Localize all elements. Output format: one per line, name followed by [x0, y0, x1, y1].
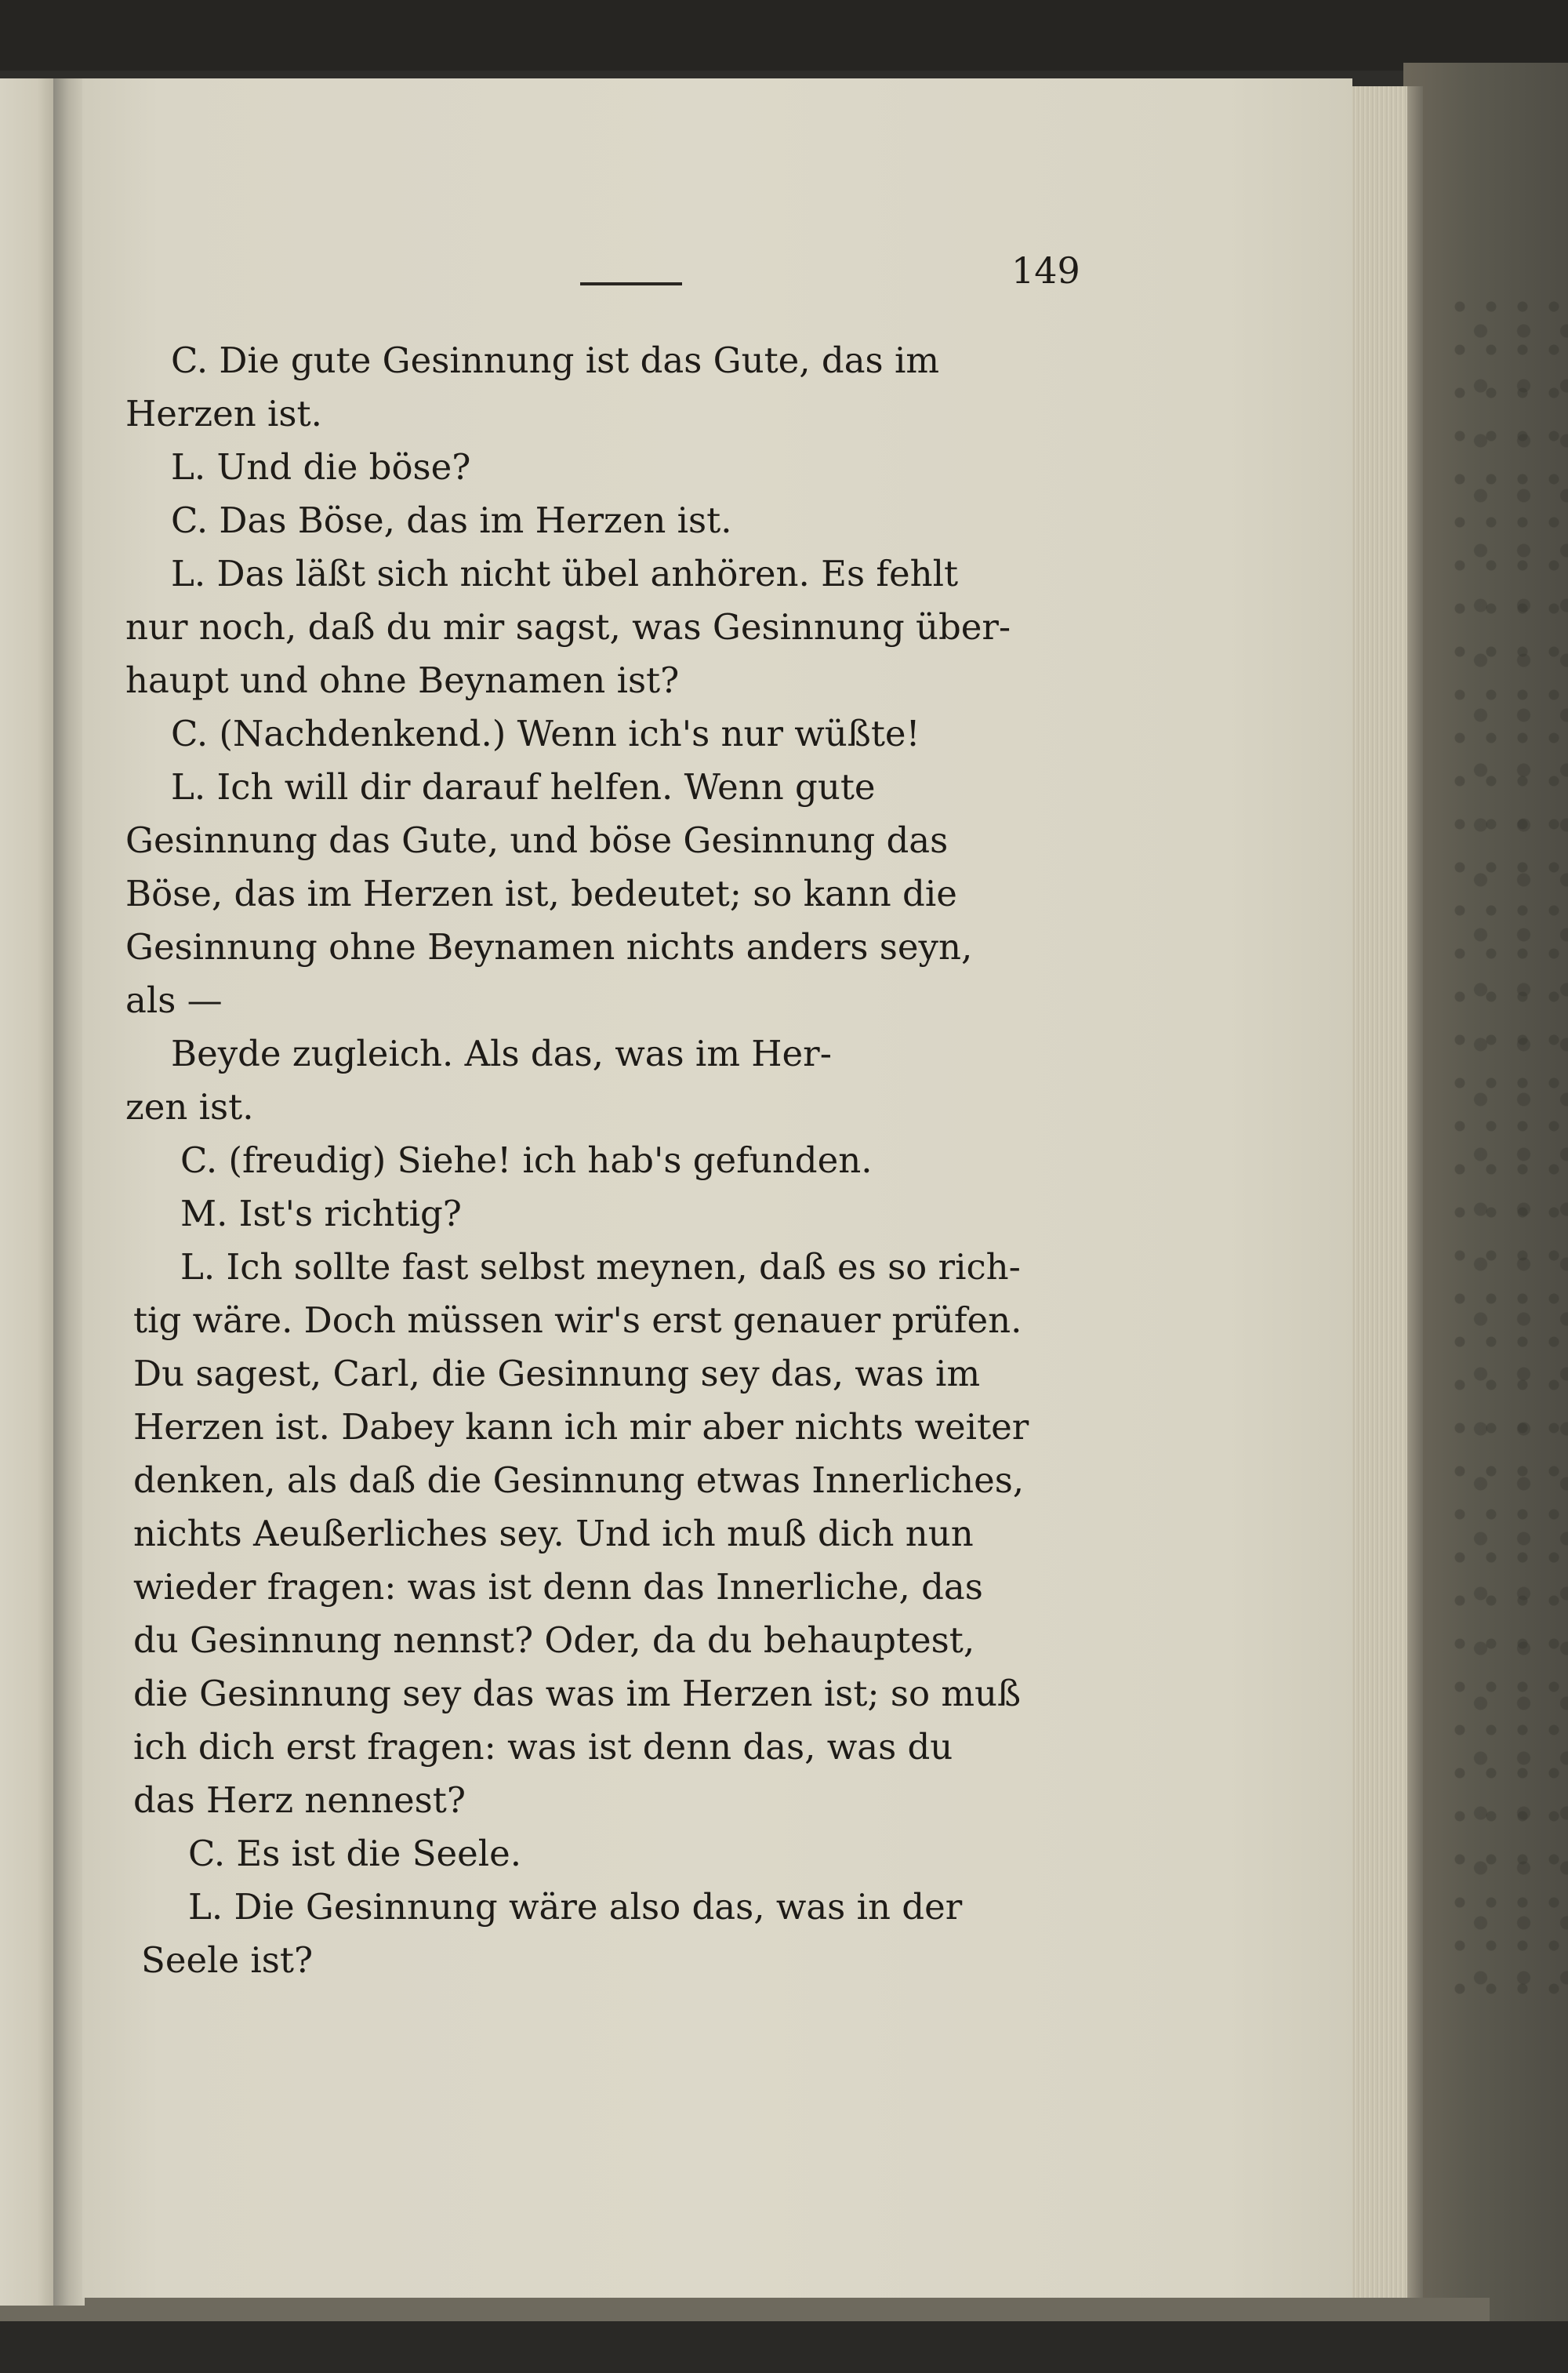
text-line: zen ist.: [125, 1086, 254, 1128]
text-line: Herzen ist. Dabey kann ich mir aber nichts weiter: [133, 1406, 1029, 1448]
text-line: tig wäre. Doch müssen wir's erst genauer prüfen.: [133, 1299, 1022, 1341]
text-line: nur noch, daß du mir sagst, was Gesinnung über-: [125, 606, 1011, 648]
text-line: ich dich erst fragen: was ist denn das, was du: [133, 1726, 953, 1768]
text-line: M. Ist's richtig?: [180, 1193, 462, 1234]
text-line: das Herz nennest?: [133, 1779, 466, 1821]
text-line: wieder fragen: was ist denn das Innerliche, das: [133, 1566, 983, 1608]
background-top: [0, 0, 1568, 71]
text-line: Gesinnung ohne Beynamen nichts anders seyn,: [125, 926, 973, 968]
page-edges-shadow: [1407, 86, 1423, 2298]
text-line: Gesinnung das Gute, und böse Gesinnung das: [125, 819, 949, 861]
text-line: Seele ist?: [141, 1939, 314, 1981]
text-line: C. Das Böse, das im Herzen ist.: [171, 500, 732, 541]
text-line: L. Und die böse?: [171, 446, 471, 488]
text-line: C. Es ist die Seele.: [188, 1833, 522, 1874]
text-line: L. Ich sollte fast selbst meynen, daß es so rich-: [180, 1246, 1021, 1288]
text-line: C. Die gute Gesinnung ist das Gute, das im: [171, 340, 940, 381]
text-line: C. (Nachdenkend.) Wenn ich's nur wüßte!: [171, 713, 920, 754]
text-line: Du sagest, Carl, die Gesinnung sey das, was im: [133, 1353, 981, 1394]
book-cover-right: [1403, 63, 1568, 2360]
text-line: L. Ich will dir darauf helfen. Wenn gute: [171, 766, 876, 808]
header-rule: [580, 282, 682, 285]
text-line: Böse, das im Herzen ist, bedeutet; so kann die: [125, 873, 957, 914]
book-gutter: [53, 78, 85, 2306]
text-line: C. (freudig) Siehe! ich hab's gefunden.: [180, 1139, 873, 1181]
text-line: nichts Aeußerliches sey. Und ich muß dich nun: [133, 1513, 974, 1554]
text-line: die Gesinnung sey das was im Herzen ist; so muß: [133, 1673, 1022, 1714]
background-bottom: [0, 2321, 1568, 2373]
text-line: als —: [125, 979, 223, 1021]
text-line: Herzen ist.: [125, 393, 322, 434]
text-line: du Gesinnung nennst? Oder, da du behauptest,: [133, 1619, 975, 1661]
text-line: L. Das läßt sich nicht übel anhören. Es fehlt: [171, 553, 959, 594]
page-number: 149: [1011, 249, 1080, 292]
page-edges: [1352, 86, 1407, 2298]
text-line: haupt und ohne Beynamen ist?: [125, 660, 680, 701]
text-line: L. Die Gesinnung wäre also das, was in der: [188, 1886, 963, 1928]
text-line: Beyde zugleich. Als das, was im Her-: [171, 1033, 832, 1074]
left-page-edge: [0, 78, 53, 2306]
text-line: denken, als daß die Gesinnung etwas Innerliches,: [133, 1459, 1025, 1501]
